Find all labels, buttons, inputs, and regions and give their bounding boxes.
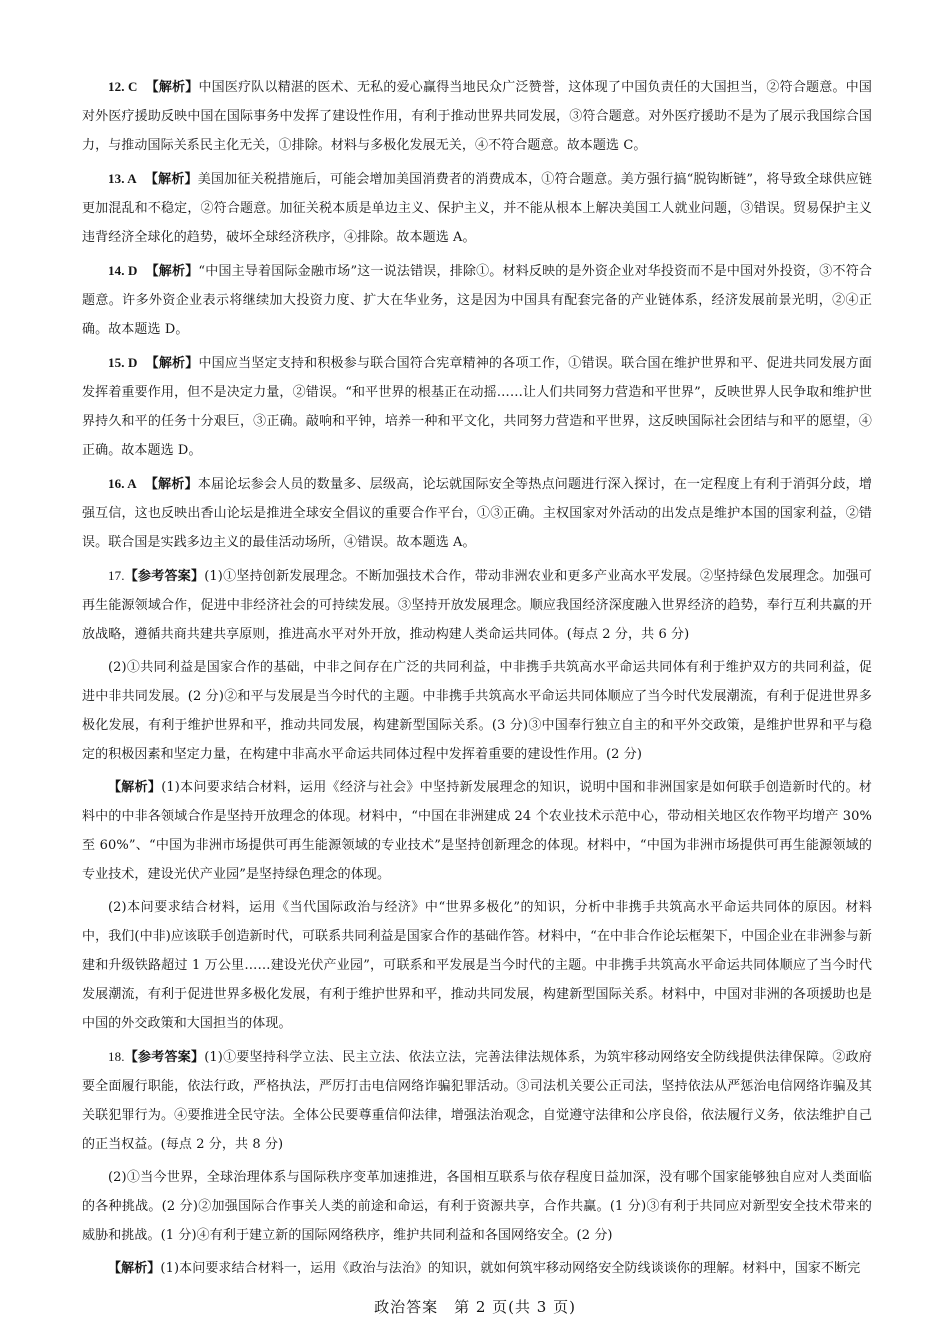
answer-text: 本届论坛参会人员的数量多、层级高，论坛就国际安全等热点问题进行深入探讨，在一定程度上有利于消弭分歧，增强互信，这也反映出香山论坛是推进全球安全倡议的重要合作平台，①③正确。主权国家对外活动的出发点是维护本国的国家利益，②错误。联合国是实践多边主义的最佳活动场所，④错误。故本题选 A。 [82,477,872,550]
analysis-17-part1 [82,773,872,889]
reference-answer-tag: 【参考答案】 [124,569,205,584]
answer-text: (2)①当今世界，全球治理体系与国际秩序变革加速推进，各国相互联系与依存程度日益加深，没有哪个国家能够独自应对人类面临的各种挑战。(2 分)②加强国际合作事关人类的前途和命运，有利于资源共享，合作共赢。(1 分)③有利于共同应对新型安全技术带来的威胁和挑战。(1 分)④有利于建立新的国际网络秩序，维护共同利益和各国网络安全。(2 分) [82,1170,872,1243]
answer-item-14 [82,256,872,344]
answer-item-15 [82,348,872,465]
analysis-tag: 【解析】 [145,356,199,371]
answer-item-17-part2 [82,653,872,769]
answer-content [82,72,872,1283]
analysis-tag: 【解析】 [144,477,198,492]
answer-text: “中国主导着国际金融市场”这一说法错误，排除①。材料反映的是外资企业对华投资而不是中国对外投资，③不符合题意。许多外资企业表示将继续加大投资力度、扩大在华业务，这是因为中国具有配套完备的产业链体系，经济发展前景光明，②④正确。故本题选 D。 [82,264,873,337]
analysis-tag: 【解析】 [145,80,199,95]
page-footer: 政治答案 第 2 页(共 3 页) [374,1298,576,1316]
question-number: 12. C [108,79,138,94]
question-number: 16. A [108,476,137,491]
answer-text: (1)本问要求结合材料，运用《经济与社会》中坚持新发展理念的知识，说明中国和非洲国家是如何联手创造新时代的。材料中的中非各领域合作是坚持开放理念的体现。材料中，“中国在非洲建成 24 个农业技术示范中心，带动相关地区农作物平均增产 30% 至 60%”、“中国为非洲市场提供可再生能源领域的专业技术”是坚持创新理念的体现。材料中，“中国为非洲市场提供可再生能源领域的专业技术，建设光伏产业园”是坚持绿色理念的体现。 [82,780,872,882]
answer-text: (2)①共同利益是国家合作的基础，中非之间存在广泛的共同利益，中非携手共筑高水平命运共同体有利于维护双方的共同利益，促进中非共同发展。(2 分)②和平与发展是当今时代的主题。中非携手共筑高水平命运共同体顺应了当今时代发展潮流，有利于促进世界多极化发展，有利于维护世界和平，推动共同发展，构建新型国际关系。(3 分)③中国奉行独立自主的和平外交政策，是维护世界和平与稳定的积极因素和坚定力量，在构建中非高水平命运共同体过程中发挥着重要的建设性作用。(2 分) [82,660,872,762]
answer-text: 中国应当坚定支持和积极参与联合国符合宪章精神的各项工作，①错误。联合国在维护世界和平、促进共同发展方面发挥着重要作用，但不是决定力量，②错误。“和平世界的根基正在动摇……让人们共同努力营造和平世界”，反映世界人民争取和维护世界持久和平的任务十分艰巨，③正确。敲响和平钟，培养一种和平文化，共同努力营造和平世界，这反映国际社会团结与和平的愿望，④正确。故本题选 D。 [82,356,872,458]
answer-item-13 [82,164,872,252]
analysis-18-part1 [82,1254,872,1283]
answer-text: (1)①坚持创新发展理念。不断加强技术合作，带动非洲农业和更多产业高水平发展。②坚持绿色发展理念。加强可再生能源领域合作，促进中非经济社会的可持续发展。③坚持开放发展理念。顺应我国经济深度融入世界经济的趋势，奉行互利共赢的开放战略，遵循共商共建共享原则，推进高水平对外开放，推动构建人类命运共同体。(每点 2 分，共 6 分) [82,569,872,642]
analysis-tag: 【解析】 [108,1261,161,1276]
question-number: 17. [108,568,125,583]
analysis-tag: 【解析】 [108,780,162,795]
answer-item-18-part1 [82,1042,872,1159]
question-number: 18. [108,1049,125,1064]
answer-item-17-part1 [82,561,872,649]
answer-item-18-part2 [82,1163,872,1250]
answer-text: (2)本问要求结合材料，运用《当代国际政治与经济》中“世界多极化”的知识，分析中非携手共筑高水平命运共同体的原因。材料中，我们(中非)应该联手创造新时代，可联系共同利益是国家合作的基础作答。材料中，“在中非合作论坛框架下，中国企业在非洲参与新建和升级铁路超过 1 万公里……建设光伏产业园”，可联系和平发展是当今时代的主题。中非携手共筑高水平命运共同体顺应了当今时代发展潮流，有利于促进世界多极化发展，有利于维护世界和平，推动共同发展，构建新型国际关系。材料中，中国对非洲的各项援助也是中国的外交政策和大国担当的体现。 [82,900,872,1031]
answer-text: (1)①要坚持科学立法、民主立法、依法立法，完善法律法规体系，为筑牢移动网络安全防线提供法律保障。②政府要全面履行职能，依法行政，严格执法，严厉打击电信网络诈骗犯罪活动。③司法机关要公正司法，坚持依法从严惩治电信网络诈骗及其关联犯罪行为。④要推进全民守法。全体公民要尊重信仰法律，增强法治观念，自觉遵守法律和公序良俗，依法履行义务，依法维护自己的正当权益。(每点 2 分，共 8 分) [82,1050,872,1152]
answer-item-16 [82,469,872,557]
answer-text: 中国医疗队以精湛的医术、无私的爱心赢得当地民众广泛赞誉，这体现了中国负责任的大国担当，②符合题意。中国对外医疗援助反映中国在国际事务中发挥了建设性作用，有利于推动世界共同发展，③符合题意。对外医疗援助不是为了展示我国综合国力，与推动国际关系民主化无关，①排除。材料与多极化发展无关，④不符合题意。故本题选 C。 [82,80,872,153]
answer-text: 美国加征关税措施后，可能会增加美国消费者的消费成本，①符合题意。美方强行搞“脱钩断链”，将导致全球供应链更加混乱和不稳定，②符合题意。加征关税本质是单边主义、保护主义，并不能从根本上解决美国工人就业问题，③错误。贸易保护主义违背经济全球化的趋势，破坏全球经济秩序，④排除。故本题选 A。 [82,172,873,245]
answer-text: (1)本问要求结合材料一，运用《政治与法治》的知识，就如何筑牢移动网络安全防线谈谈你的理解。材料中，国家不断完 [160,1261,861,1276]
question-number: 15. D [108,355,138,370]
answer-item-12 [82,72,872,160]
analysis-tag: 【解析】 [144,172,198,187]
question-number: 14. D [108,263,138,278]
question-number: 13. A [108,171,137,186]
reference-answer-tag: 【参考答案】 [124,1050,205,1065]
analysis-17-part2 [82,893,872,1038]
analysis-tag: 【解析】 [145,264,199,279]
